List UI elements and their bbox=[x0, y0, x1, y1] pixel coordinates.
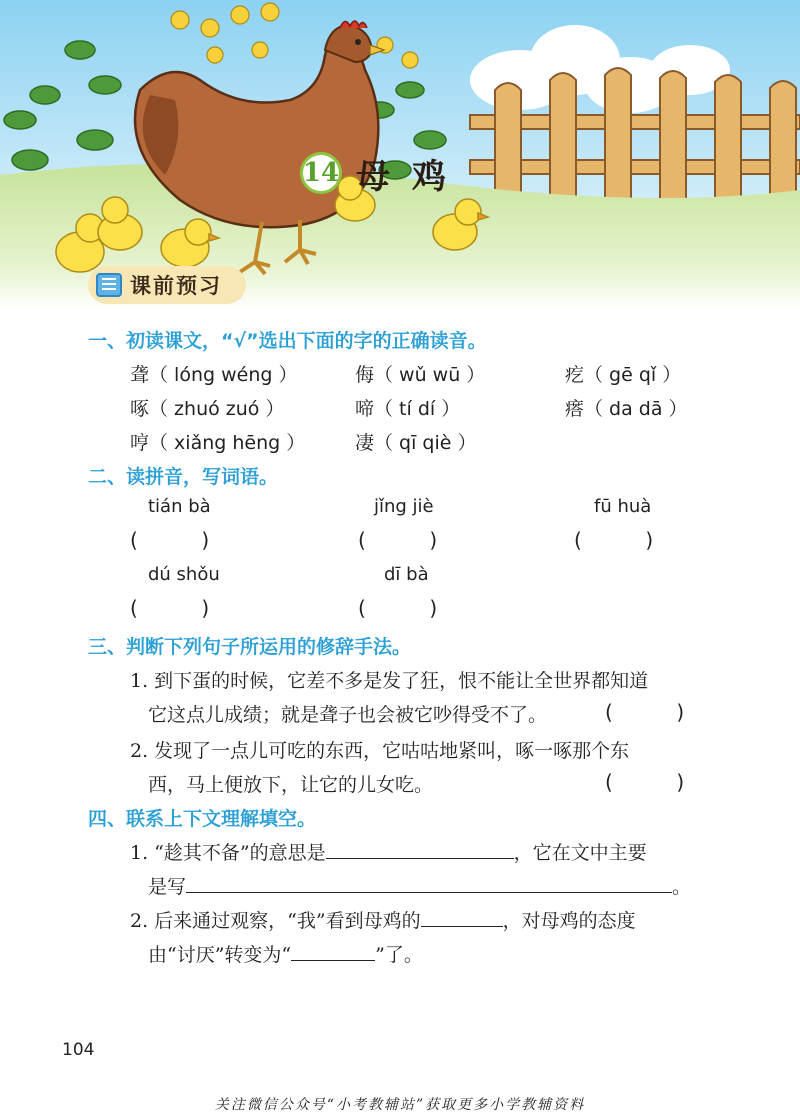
lesson-number-badge: 14 bbox=[300, 152, 342, 194]
fill-question: 2. 后来通过观察，“我”看到母鸡的 ，对母鸡的态度 bbox=[130, 910, 636, 932]
answer-blank[interactable]: ( ) bbox=[130, 596, 210, 620]
fill-question: 由“讨厌”转变为“ ”了。 bbox=[148, 944, 423, 966]
pinyin-label: fū huà bbox=[594, 496, 652, 517]
answer-blank[interactable]: ( ) bbox=[605, 770, 685, 794]
lesson-name: 母鸡 bbox=[356, 156, 468, 197]
fill-question: 1. “趁其不备”的意思是 ，它在文中主要 bbox=[130, 842, 647, 864]
pinyin-label: jǐng jiè bbox=[374, 496, 434, 517]
pronunciation-item: 聋（ lóng wéng ） bbox=[130, 364, 298, 386]
section-2-heading: 二、读拼音，写词语。 bbox=[88, 466, 279, 488]
section-1-heading: 一、初读课文，“√”选出下面的字的正确读音。 bbox=[88, 330, 487, 352]
footer-note: 关注微信公众号“小考教辅站”获取更多小学教辅资料 bbox=[214, 1097, 586, 1113]
question-text: 西，马上便放下，让它的儿女吃。 bbox=[148, 774, 434, 796]
fill-blank[interactable] bbox=[421, 908, 503, 927]
pronunciation-item: 啄（ zhuó zuó ） bbox=[130, 398, 285, 420]
question-text: 它这点儿成绩；就是聋子也会被它吵得受不了。 bbox=[148, 704, 548, 726]
answer-blank[interactable]: ( ) bbox=[574, 528, 654, 552]
section-3-heading: 三、判断下列句子所运用的修辞手法。 bbox=[88, 636, 412, 658]
answer-blank[interactable]: ( ) bbox=[358, 596, 438, 620]
page-number: 104 bbox=[62, 1040, 95, 1060]
pronunciation-item: 凄（ qī qiè ） bbox=[355, 432, 477, 454]
fill-question: 是写 。 bbox=[148, 876, 692, 898]
pinyin-label: dú shǒu bbox=[148, 564, 220, 585]
pinyin-label: tián bà bbox=[148, 496, 211, 517]
pronunciation-item: 啼（ tí dí ） bbox=[355, 398, 461, 420]
question-text: 1. 到下蛋的时候，它差不多是发了狂，恨不能让全世界都知道 bbox=[130, 670, 649, 692]
pronunciation-item: 瘩（ da dā ） bbox=[565, 398, 688, 420]
answer-blank[interactable]: ( ) bbox=[605, 700, 685, 724]
pronunciation-item: 疙（ gē qǐ ） bbox=[565, 364, 682, 386]
preview-tag bbox=[88, 266, 246, 304]
section-4-heading: 四、联系上下文理解填空。 bbox=[88, 808, 317, 830]
pinyin-label: dī bà bbox=[384, 564, 429, 585]
pronunciation-item: 哼（ xiǎng hēng ） bbox=[130, 432, 306, 454]
book-icon bbox=[96, 273, 122, 297]
fill-blank[interactable] bbox=[186, 874, 672, 893]
fill-blank[interactable] bbox=[291, 942, 375, 961]
answer-blank[interactable]: ( ) bbox=[358, 528, 438, 552]
fill-blank[interactable] bbox=[326, 840, 514, 859]
answer-blank[interactable]: ( ) bbox=[130, 528, 210, 552]
pronunciation-item: 侮（ wǔ wū ） bbox=[355, 364, 486, 386]
question-text: 2. 发现了一点儿可吃的东西，它咕咕地紧叫，啄一啄那个东 bbox=[130, 740, 630, 762]
lesson-title bbox=[300, 150, 468, 196]
preview-label: 课前预习 bbox=[130, 274, 222, 298]
